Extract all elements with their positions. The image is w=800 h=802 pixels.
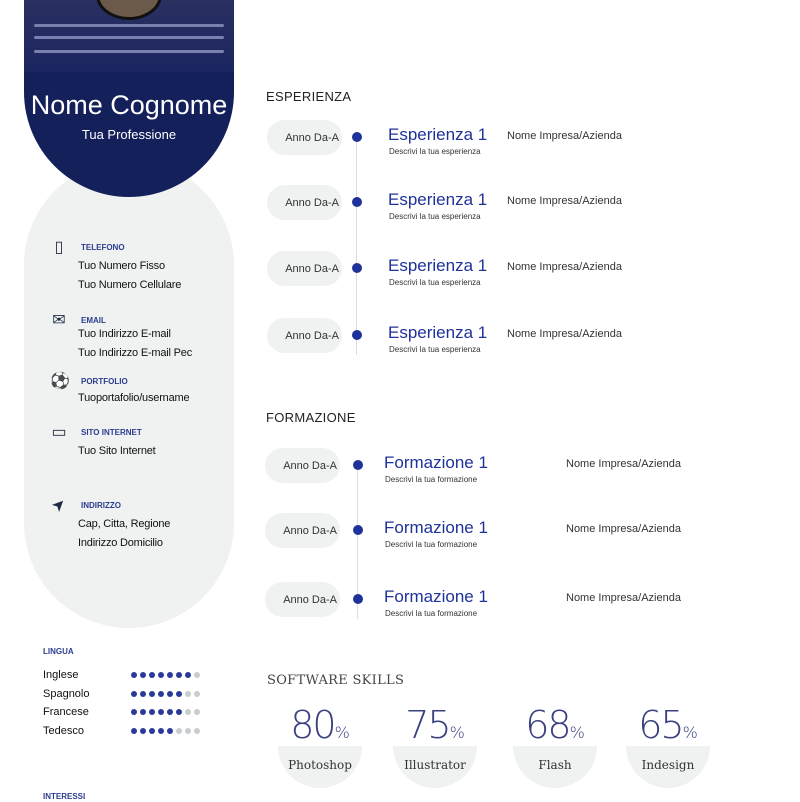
entry-company: Nome Impresa/Azienda <box>507 261 622 273</box>
level-dot <box>131 672 137 678</box>
skill-value: 75 <box>405 703 450 747</box>
contact-label: EMAIL <box>81 316 106 325</box>
language-name: Tedesco <box>43 724 84 737</box>
level-dot <box>176 728 182 734</box>
period-pill: Anno Da-A <box>267 251 342 286</box>
language-level <box>131 691 200 697</box>
entry-title: Formazione 1 <box>384 518 488 537</box>
period-pill: Anno Da-A <box>265 513 340 548</box>
language-level <box>131 672 200 678</box>
skill-name: Illustrator <box>404 758 466 772</box>
skill-value: 68 <box>525 703 570 747</box>
shirt-stripe <box>34 24 224 27</box>
skill-photoshop <box>275 703 365 798</box>
profile-header <box>24 0 234 197</box>
level-dot <box>149 728 155 734</box>
level-dot <box>158 709 164 715</box>
dribbble-icon: ⚽ <box>50 373 70 390</box>
timeline-dot <box>352 330 362 340</box>
level-dot <box>194 691 200 697</box>
timeline-dot <box>353 525 363 535</box>
contact-value: Indirizzo Domicilio <box>78 537 163 549</box>
period-pill: Anno Da-A <box>267 185 342 220</box>
level-dot <box>176 691 182 697</box>
shirt-stripe <box>34 36 224 39</box>
language-level <box>131 709 200 715</box>
level-dot <box>176 709 182 715</box>
skill-value: 65 <box>638 703 683 747</box>
contact-label: PORTFOLIO <box>81 377 128 386</box>
level-dot <box>158 691 164 697</box>
level-dot <box>185 672 191 678</box>
entry-title: Esperienza 1 <box>388 256 488 275</box>
timeline-dot <box>352 263 362 273</box>
contact-value: Tuo Numero Cellulare <box>78 279 182 291</box>
level-dot <box>185 728 191 734</box>
level-dot <box>185 709 191 715</box>
skill-indesign <box>623 703 713 798</box>
percent-sign: % <box>682 723 698 742</box>
email-icon: ✉ <box>52 312 66 329</box>
interests-title: INTERESSI <box>43 792 86 801</box>
level-dot <box>167 728 173 734</box>
level-dot <box>140 709 146 715</box>
skill-percent <box>623 703 713 755</box>
skill-name: Indesign <box>641 758 695 772</box>
skill-percent <box>390 703 480 755</box>
timeline-line <box>356 137 357 355</box>
level-dot <box>149 691 155 697</box>
entry-title: Esperienza 1 <box>388 190 488 209</box>
entry-title: Formazione 1 <box>384 587 488 606</box>
entry-description: Descrivi la tua esperienza <box>389 147 481 156</box>
education-title: FORMAZIONE <box>266 410 356 425</box>
contact-label: TELEFONO <box>81 243 125 252</box>
level-dot <box>194 709 200 715</box>
skill-name: Photoshop <box>288 758 352 772</box>
level-dot <box>140 691 146 697</box>
phone-icon: ▯ <box>54 239 64 256</box>
level-dot <box>194 728 200 734</box>
language-name: Spagnolo <box>43 687 90 700</box>
entry-title: Esperienza 1 <box>388 323 488 342</box>
entry-title: Esperienza 1 <box>388 125 488 144</box>
level-dot <box>158 728 164 734</box>
level-dot <box>140 728 146 734</box>
contact-value: Cap, Citta, Regione <box>78 518 171 530</box>
period-pill: Anno Da-A <box>267 318 342 353</box>
level-dot <box>140 672 146 678</box>
level-dot <box>167 709 173 715</box>
entry-description: Descrivi la tua esperienza <box>389 212 481 221</box>
languages-title: LINGUA <box>43 647 74 656</box>
period-pill: Anno Da-A <box>267 120 342 155</box>
entry-company: Nome Impresa/Azienda <box>507 328 622 340</box>
level-dot <box>131 709 137 715</box>
level-dot <box>149 709 155 715</box>
skills-title: SOFTWARE SKILLS <box>267 673 405 688</box>
entry-description: Descrivi la tua esperienza <box>389 345 481 354</box>
percent-sign: % <box>334 723 350 742</box>
percent-sign: % <box>569 723 585 742</box>
percent-sign: % <box>449 723 465 742</box>
period-pill: Anno Da-A <box>265 448 340 483</box>
skill-value: 80 <box>290 703 335 747</box>
profile-profession: Tua Professione <box>81 127 177 142</box>
contact-label: SITO INTERNET <box>81 428 142 437</box>
entry-description: Descrivi la tua formazione <box>385 475 478 484</box>
language-level <box>131 728 200 734</box>
entry-company: Nome Impresa/Azienda <box>566 592 681 604</box>
shirt-stripe <box>34 50 224 53</box>
contact-value: Tuo Sito Internet <box>78 445 156 457</box>
level-dot <box>131 728 137 734</box>
timeline-dot <box>352 132 362 142</box>
level-dot <box>176 672 182 678</box>
level-dot <box>131 691 137 697</box>
profile-name: Nome Cognome <box>30 90 228 120</box>
skill-flash <box>510 703 600 798</box>
skill-percent <box>275 703 365 755</box>
contact-value: Tuo Indirizzo E-mail Pec <box>78 347 192 359</box>
entry-company: Nome Impresa/Azienda <box>566 523 681 535</box>
level-dot <box>149 672 155 678</box>
profile-face <box>96 0 162 20</box>
language-name: Francese <box>43 706 89 718</box>
experience-title: ESPERIENZA <box>266 89 352 104</box>
level-dot <box>158 672 164 678</box>
entry-company: Nome Impresa/Azienda <box>507 195 622 207</box>
language-name: Inglese <box>43 669 79 681</box>
profile-photo <box>24 0 234 72</box>
skill-illustrator <box>390 703 480 798</box>
location-arrow-icon: ➤ <box>48 494 71 517</box>
entry-company: Nome Impresa/Azienda <box>507 130 622 142</box>
level-dot <box>167 672 173 678</box>
entry-title: Formazione 1 <box>384 453 488 472</box>
entry-company: Nome Impresa/Azienda <box>566 458 681 470</box>
entry-description: Descrivi la tua esperienza <box>389 278 481 287</box>
contact-value: Tuoportafolio/username <box>78 392 190 404</box>
skill-percent <box>510 703 600 755</box>
timeline-dot <box>353 460 363 470</box>
entry-description: Descrivi la tua formazione <box>385 609 478 618</box>
contact-label: INDIRIZZO <box>81 501 121 510</box>
contact-value: Tuo Indirizzo E-mail <box>78 328 171 340</box>
period-pill: Anno Da-A <box>265 582 340 617</box>
level-dot <box>194 672 200 678</box>
timeline-dot <box>352 197 362 207</box>
level-dot <box>167 691 173 697</box>
entry-description: Descrivi la tua formazione <box>385 540 478 549</box>
monitor-icon: ▭ <box>51 424 67 441</box>
skill-name: Flash <box>538 758 572 772</box>
contact-value: Tuo Numero Fisso <box>78 260 165 272</box>
timeline-dot <box>353 594 363 604</box>
level-dot <box>185 691 191 697</box>
